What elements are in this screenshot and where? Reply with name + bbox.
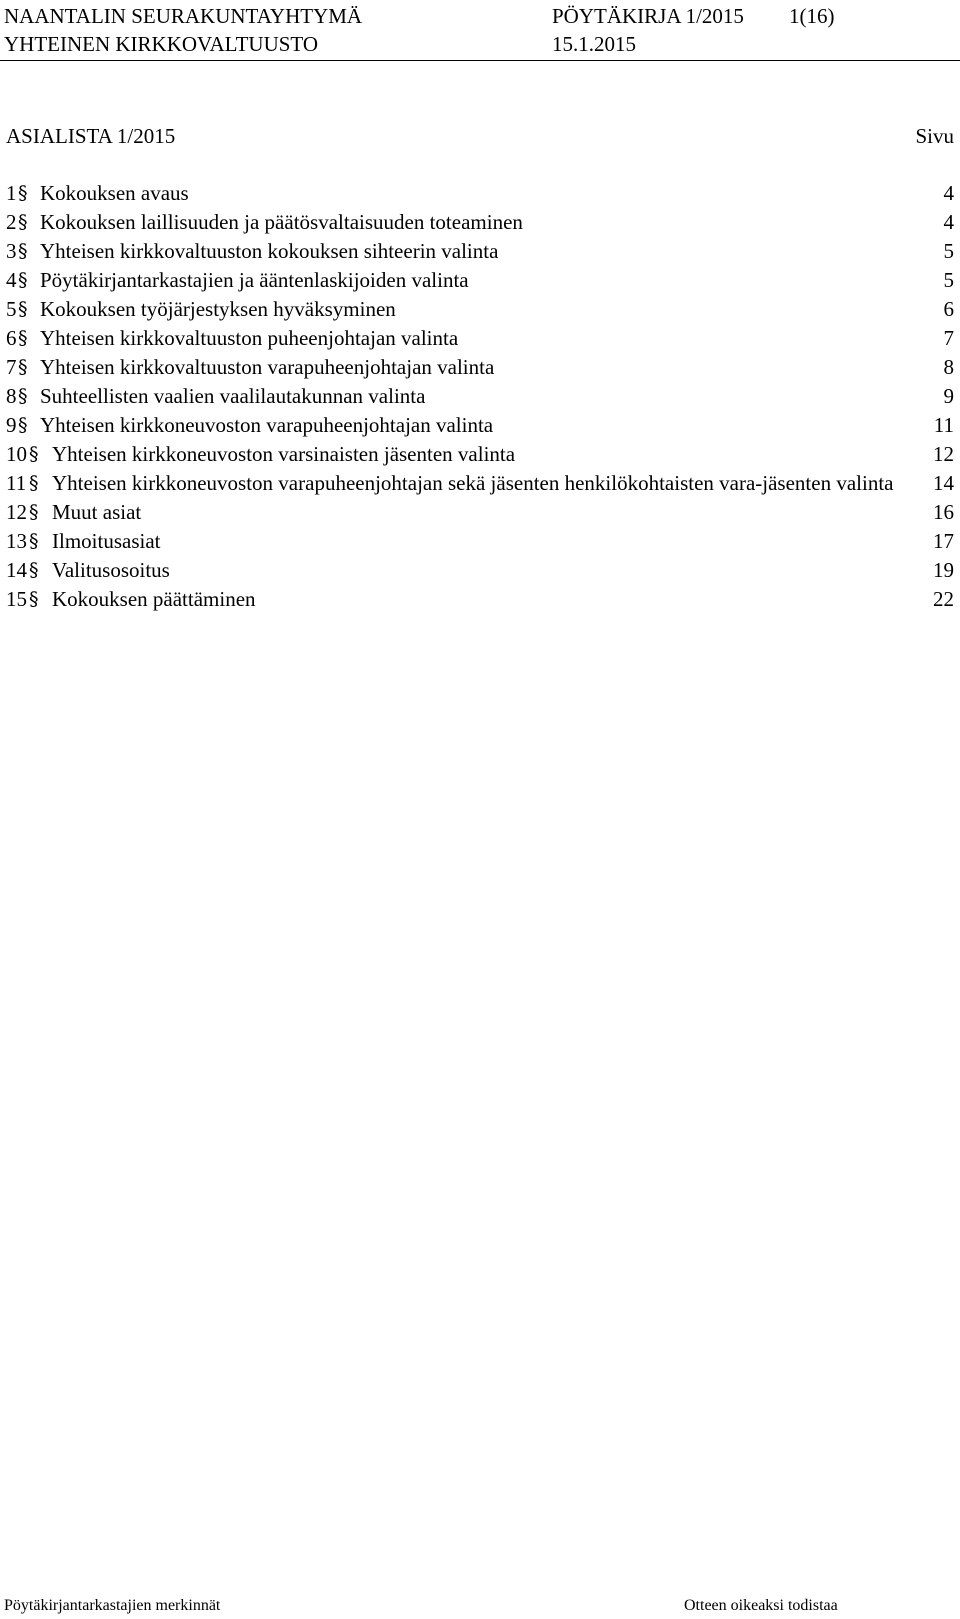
section-symbol: §: [18, 240, 28, 262]
agenda-item: [6, 295, 954, 324]
agenda-item: [6, 179, 954, 208]
agenda-item-number: 6: [6, 326, 17, 350]
agenda-item-number: 10: [6, 442, 27, 466]
agenda-item-text: Kokouksen avaus: [40, 181, 189, 205]
agenda-item-number: 15: [6, 587, 27, 611]
agenda-title: ASIALISTA 1/2015: [6, 124, 176, 148]
agenda-item-text: Kokouksen päättäminen: [52, 587, 256, 611]
section-symbol: §: [18, 269, 28, 291]
agenda-item-number: 7: [6, 355, 17, 379]
agenda-item-number: 2: [6, 210, 17, 234]
meeting-date: 15.1.2015: [552, 32, 636, 56]
agenda-item-number: 13: [6, 529, 27, 553]
agenda-item: [6, 324, 954, 353]
agenda-item-number: 4: [6, 268, 17, 292]
agenda-item-text: Yhteisen kirkkoneuvoston varsinaisten jäsenten valinta: [52, 442, 516, 466]
footer-reviewers-note: Pöytäkirjantarkastajien merkinnät: [4, 1597, 221, 1614]
agenda-item-text: Muut asiat: [52, 500, 142, 524]
footer-certification: Otteen oikeaksi todistaa: [684, 1597, 838, 1614]
agenda-item-number: 1: [6, 181, 17, 205]
page-column-label: Sivu: [915, 124, 954, 148]
governing-body: YHTEINEN KIRKKOVALTUUSTO: [4, 32, 319, 56]
section-symbol: §: [29, 530, 39, 552]
agenda-item: [6, 469, 954, 498]
agenda-item-page: 7: [943, 326, 954, 350]
agenda-item-number: 9: [6, 413, 17, 437]
agenda-item-text: Yhteisen kirkkovaltuuston kokouksen sihteerin valinta: [40, 239, 499, 263]
agenda-item-number: 5: [6, 297, 17, 321]
agenda-item: [6, 353, 954, 382]
header-row-2: [4, 30, 954, 58]
section-symbol: §: [18, 327, 28, 349]
section-symbol: §: [18, 356, 28, 378]
section-symbol: §: [29, 588, 39, 610]
agenda-item-page: 4: [943, 210, 954, 234]
agenda-item: [6, 382, 954, 411]
agenda-item-number: 8: [6, 384, 17, 408]
agenda-item-text: Yhteisen kirkkoneuvoston varapuheenjohtajan sekä jäsenten henkilökohtaisten vara-jäsenten valinta: [52, 471, 894, 495]
agenda-item-text: Yhteisen kirkkoneuvoston varapuheenjohtajan valinta: [40, 413, 494, 437]
agenda-item-text: Pöytäkirjantarkastajien ja ääntenlaskijoiden valinta: [40, 268, 469, 292]
agenda-item-page: 9: [943, 384, 954, 408]
agenda-list: [6, 179, 954, 614]
agenda-item-number: 12: [6, 500, 27, 524]
agenda-item-page: 8: [943, 355, 954, 379]
agenda-item: [6, 440, 954, 469]
agenda-item-page: 5: [943, 239, 954, 263]
agenda-item: [6, 411, 954, 440]
agenda-item-page: 5: [943, 268, 954, 292]
agenda-item: [6, 266, 954, 295]
section-symbol: §: [18, 414, 28, 436]
agenda-item-page: 22: [933, 587, 954, 611]
section-symbol: §: [29, 472, 39, 494]
section-symbol: §: [29, 559, 39, 581]
section-symbol: §: [18, 385, 28, 407]
agenda-item-page: 6: [943, 297, 954, 321]
section-symbol: §: [18, 182, 28, 204]
agenda-item-text: Kokouksen laillisuuden ja päätösvaltaisuuden toteaminen: [40, 210, 523, 234]
agenda-item-text: Yhteisen kirkkovaltuuston varapuheenjohtajan valinta: [40, 355, 495, 379]
organization-name: NAANTALIN SEURAKUNTAYHTYMÄ: [4, 4, 363, 28]
section-symbol: §: [18, 211, 28, 233]
section-symbol: §: [29, 501, 39, 523]
agenda-item-number: 14: [6, 558, 27, 582]
agenda-item-number: 3: [6, 239, 17, 263]
agenda-item: [6, 498, 954, 527]
agenda-item-text: Suhteellisten vaalien vaalilautakunnan valinta: [40, 384, 426, 408]
agenda-item-number: 11: [6, 471, 27, 495]
agenda-item-text: Kokouksen työjärjestyksen hyväksyminen: [40, 297, 396, 321]
agenda-item-page: 19: [933, 558, 954, 582]
agenda-item-page: 4: [943, 181, 954, 205]
agenda-item-text: Yhteisen kirkkovaltuuston puheenjohtajan valinta: [40, 326, 459, 350]
agenda-item: [6, 527, 954, 556]
document-header: [4, 2, 954, 58]
header-divider: [0, 60, 960, 61]
agenda-item-page: 17: [933, 529, 954, 553]
agenda-item-text: Valitusosoitus: [52, 558, 170, 582]
agenda-item-page: 12: [933, 442, 954, 466]
agenda-heading: [6, 121, 954, 151]
section-symbol: §: [29, 443, 39, 465]
agenda-item-page: 11: [933, 413, 954, 437]
document-title: PÖYTÄKIRJA 1/2015: [552, 4, 744, 28]
header-row-1: [4, 2, 954, 30]
agenda-item-page: 14: [933, 471, 954, 495]
agenda-item-page: 16: [933, 500, 954, 524]
agenda-item: [6, 208, 954, 237]
agenda-item: [6, 585, 954, 614]
agenda-item: [6, 556, 954, 585]
section-symbol: §: [18, 298, 28, 320]
page-indicator: 1(16): [789, 4, 835, 28]
agenda-item-text: Ilmoitusasiat: [52, 529, 161, 553]
agenda-item: [6, 237, 954, 266]
